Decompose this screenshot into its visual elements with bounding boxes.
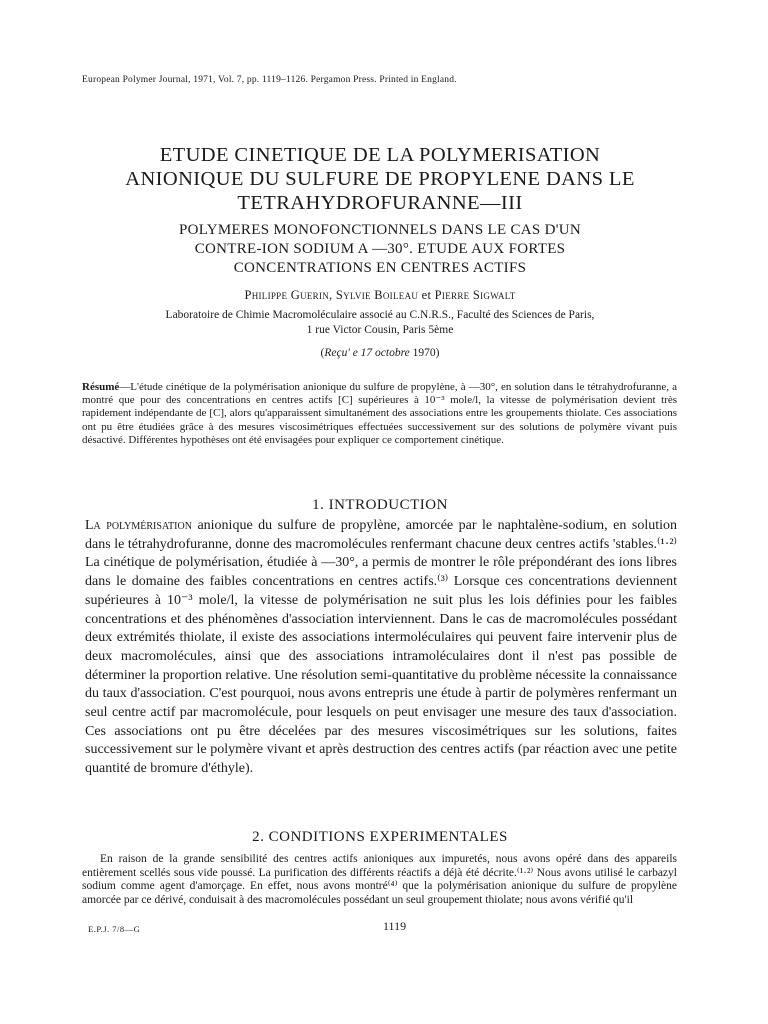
- title-line: ANIONIQUE DU SULFURE DE PROPYLENE DANS LE: [125, 168, 635, 190]
- affiliation-line: 1 rue Victor Cousin, Paris 5ème: [306, 324, 454, 336]
- abstract-text: —L'étude cinétique de la polymérisation anionique du sulfure de propylène, à —30°, en solution dans le tétrahydrofuranne, a montré que pour des concentrations en centres actifs [C] supérieures à 10⁻³ mole/l, la vitesse de polymérisation devient très rapidement indépendante de [C], alors qu'apparaissent simultanément des associations entre les groupements thiolate. Ces associations ont pu être étudiées grâce à des mesures viscosimétriques effectuées successivement sur des solutions de polymère vivant puis désactivé. Différentes hypothèses ont été envisagées pour expliquer ce comportement cinétique.: [82, 381, 677, 446]
- paper-subtitle: [80, 221, 680, 278]
- received-year: 1970): [409, 347, 440, 359]
- affiliation: [60, 308, 700, 338]
- body-text: anionique du sulfure de propylène, amorcée par le naphtalène-sodium, en solution dans le tétrahydrofuranne, donne des macromolécules renfermant chacune deux centres actifs 'stables.⁽¹·²⁾ La cinétique de polymérisation, étudiée à —30°, a permis de montrer le rôle prépondérant des ions libres dans le domaine des faibles concentrations en centres actifs.⁽³⁾ Lorsque ces concentrations deviennent supérieures à 10⁻³ mole/l, la vitesse de polymérisation ne suit plus les lois définies pour les faibles concentrations et des phénomènes d'association interviennent. Dans le cas de macromolécules possédant deux extrémités thiolate, il existe des associations intermoléculaires qui peuvent faire intervenir plus de deux macromolécules, ainsi que des associations intramoléculaires dont il n'est pas possible de déterminer la proportion relative. Une résolution semi-quantitative du problème nécessite la connaissance du taux d'association. C'est pourquoi, nous avons entrepris une étude à partir de polymères renfermant un seul centre actif par macromolécule, pour lesquels on peut envisager une mesure des taux d'association. Ces associations ont pu être décelées par des mesures viscosimétriques sur les solutions, faites successivement sur le polymère vivant et après destruction des centres actifs (par réaction avec une petite quantité de bromure d'éthyle).: [85, 518, 677, 777]
- body-text: En raison de la grande sensibilité des centres actifs anioniques aux impuretés, nous avons opéré dans des appareils entièrement scellés sous vide poussé. La purification des différents réactifs a déjà été décrite.⁽¹·²⁾ Nous avons utilisé le carbazyl sodium comme agent d'amorçage. En effet, nous avons montré⁽⁴⁾ que la polymérisation anionique du sulfure de propylène amorcée par ce dérivé, conduisait à des macromolécules possédant un seul groupement thiolate; nous avons vérifié qu'il: [82, 853, 677, 906]
- page-number: 1119: [383, 919, 407, 933]
- section-heading-introduction: 1. INTRODUCTION: [312, 497, 448, 513]
- affiliation-line: Laboratoire de Chimie Macromoléculaire associé au C.N.R.S., Faculté des Sciences de Paris,: [165, 309, 595, 321]
- paper-title: [60, 143, 700, 215]
- abstract-label: Résumé: [82, 381, 120, 393]
- author-name: Philippe Guerin: [244, 288, 330, 302]
- received-date: [60, 347, 700, 359]
- section-heading-conditions: 2. CONDITIONS EXPERIMENTALES: [252, 829, 508, 845]
- section-body-introduction: [85, 517, 677, 779]
- author-name: Pierre Sigwalt: [434, 288, 516, 302]
- subtitle-line: CONTRE-ION SODIUM A —30°. ETUDE AUX FORTES: [194, 241, 566, 257]
- abstract: [82, 381, 677, 447]
- received-text: Reçu' e 17 octobre: [324, 347, 410, 359]
- footer-code: E.P.J. 7/8—G: [88, 924, 141, 934]
- lead-in: La polymérisation: [85, 518, 192, 533]
- author-list: [60, 288, 700, 303]
- author-separator: ,: [329, 288, 336, 302]
- section-body-conditions: [82, 853, 677, 907]
- author-name: Sylvie Boileau: [335, 288, 419, 302]
- title-line: ETUDE CINETIQUE DE LA POLYMERISATION: [159, 144, 601, 166]
- author-separator: et: [418, 288, 435, 302]
- subtitle-line: CONCENTRATIONS EN CENTRES ACTIFS: [233, 260, 527, 276]
- journal-citation: European Polymer Journal, 1971, Vol. 7, pp. 1119–1126. Pergamon Press. Printed in England.: [82, 75, 457, 85]
- title-line: TETRAHYDROFURANNE—III: [237, 192, 523, 214]
- received-open: (: [320, 347, 325, 359]
- subtitle-line: POLYMERES MONOFONCTIONNELS DANS LE CAS D'UN: [178, 222, 582, 238]
